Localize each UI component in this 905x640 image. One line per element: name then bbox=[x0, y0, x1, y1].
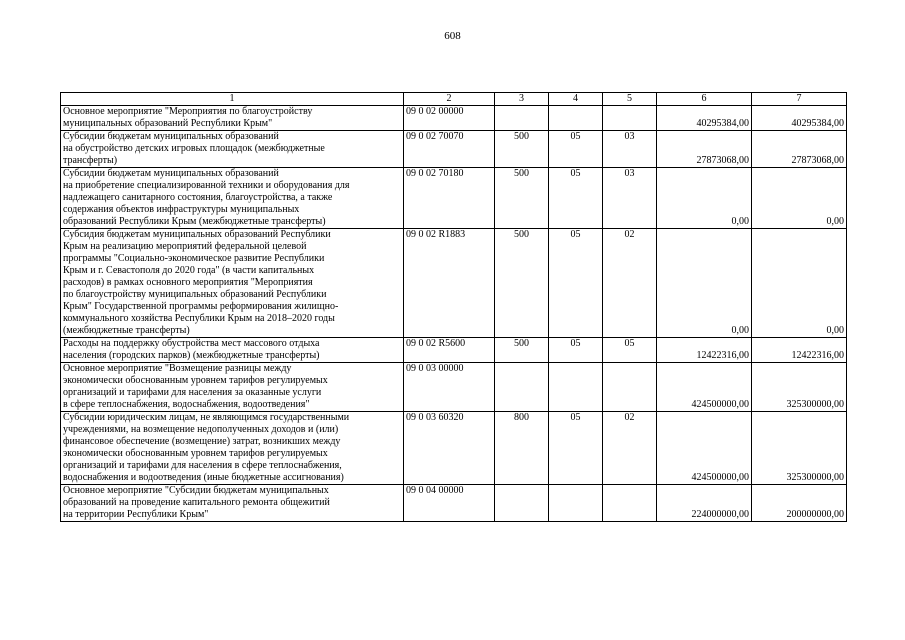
row-section: 05 bbox=[549, 131, 603, 168]
table-row bbox=[61, 229, 847, 338]
table-row bbox=[61, 131, 847, 168]
row-amount-year-2: 325300000,00 bbox=[752, 412, 847, 485]
row-description: Расходы на поддержку обустройства мест массового отдыха населения (городских парков) (межбюджетные трансферты) bbox=[61, 338, 404, 363]
row-subsection: 02 bbox=[603, 229, 657, 338]
row-target-code: 09 0 03 60320 bbox=[404, 412, 495, 485]
column-header-2: 2 bbox=[404, 93, 495, 106]
row-expense-type bbox=[495, 485, 549, 522]
row-expense-type bbox=[495, 363, 549, 412]
row-amount-year-1: 0,00 bbox=[657, 229, 752, 338]
row-section: 05 bbox=[549, 338, 603, 363]
row-description: Субсидия бюджетам муниципальных образований Республики Крым на реализацию мероприятий федеральной целевой программы "Социально-экономическое развитие Республики Крым и г. Севастополя до 2020 года" (в части капитальных расходов) в рамках основного мероприятия "Мероприятия по благоустройству муниципальных образований Республики Крым" Государственной программы реформирования жилищно- коммунального хозяйства Республики Крым на 2018–2020 годы (межбюджетные трансферты) bbox=[61, 229, 404, 338]
row-amount-year-1: 424500000,00 bbox=[657, 363, 752, 412]
row-description: Основное мероприятие "Мероприятия по благоустройству муниципальных образований Республики Крым" bbox=[61, 106, 404, 131]
row-expense-type: 500 bbox=[495, 168, 549, 229]
row-section bbox=[549, 363, 603, 412]
row-description: Субсидии бюджетам муниципальных образований на приобретение специализированной техники и оборудования для надлежащего санитарного состояния, благоустройства, а также содержания объектов инфраструктуры муниципальных образований Республики Крым (межбюджетные трансферты) bbox=[61, 168, 404, 229]
column-header-3: 3 bbox=[495, 93, 549, 106]
row-target-code: 09 0 02 70070 bbox=[404, 131, 495, 168]
row-section: 05 bbox=[549, 229, 603, 338]
row-subsection bbox=[603, 106, 657, 131]
row-description: Субсидии бюджетам муниципальных образований на обустройство детских игровых площадок (межбюджетные трансферты) bbox=[61, 131, 404, 168]
row-amount-year-2: 12422316,00 bbox=[752, 338, 847, 363]
row-description: Субсидии юридическим лицам, не являющимся государственными учреждениями, на возмещение недополученных доходов и (или) финансовое обеспечение (возмещение) затрат, возникших между экономически обоснованным уровнем тарифов регулируемых организаций и тарифами для населения в сфере теплоснабжения, водоснабжения и водоотведения (иные бюджетные ассигнования) bbox=[61, 412, 404, 485]
row-amount-year-1: 12422316,00 bbox=[657, 338, 752, 363]
column-header-1: 1 bbox=[61, 93, 404, 106]
row-target-code: 09 0 02 R1883 bbox=[404, 229, 495, 338]
row-amount-year-2: 40295384,00 bbox=[752, 106, 847, 131]
row-expense-type: 500 bbox=[495, 229, 549, 338]
row-target-code: 09 0 02 70180 bbox=[404, 168, 495, 229]
row-section: 05 bbox=[549, 412, 603, 485]
row-amount-year-2: 0,00 bbox=[752, 168, 847, 229]
row-amount-year-1: 424500000,00 bbox=[657, 412, 752, 485]
row-subsection bbox=[603, 485, 657, 522]
row-expense-type bbox=[495, 106, 549, 131]
row-amount-year-1: 40295384,00 bbox=[657, 106, 752, 131]
table-row bbox=[61, 338, 847, 363]
row-section bbox=[549, 485, 603, 522]
table-row bbox=[61, 106, 847, 131]
row-description: Основное мероприятие "Возмещение разницы между экономически обоснованным уровнем тарифов регулируемых организаций и тарифами для населения за оказанные услуги в сфере теплоснабжения, водоснабжения, водоотведения" bbox=[61, 363, 404, 412]
row-section: 05 bbox=[549, 168, 603, 229]
row-subsection: 03 bbox=[603, 168, 657, 229]
column-header-7: 7 bbox=[752, 93, 847, 106]
table-row bbox=[61, 485, 847, 522]
row-subsection: 03 bbox=[603, 131, 657, 168]
row-expense-type: 500 bbox=[495, 131, 549, 168]
table-row bbox=[61, 363, 847, 412]
row-target-code: 09 0 02 00000 bbox=[404, 106, 495, 131]
row-description: Основное мероприятие "Субсидии бюджетам муниципальных образований на проведение капитального ремонта общежитий на территории Республики Крым" bbox=[61, 485, 404, 522]
row-section bbox=[549, 106, 603, 131]
row-amount-year-1: 0,00 bbox=[657, 168, 752, 229]
column-number-row bbox=[61, 93, 847, 106]
table-row bbox=[61, 412, 847, 485]
row-amount-year-1: 27873068,00 bbox=[657, 131, 752, 168]
row-amount-year-2: 200000000,00 bbox=[752, 485, 847, 522]
row-target-code: 09 0 03 00000 bbox=[404, 363, 495, 412]
row-amount-year-2: 325300000,00 bbox=[752, 363, 847, 412]
column-header-5: 5 bbox=[603, 93, 657, 106]
column-header-6: 6 bbox=[657, 93, 752, 106]
row-expense-type: 800 bbox=[495, 412, 549, 485]
row-subsection: 05 bbox=[603, 338, 657, 363]
budget-table bbox=[60, 92, 847, 522]
row-expense-type: 500 bbox=[495, 338, 549, 363]
row-target-code: 09 0 04 00000 bbox=[404, 485, 495, 522]
row-amount-year-2: 27873068,00 bbox=[752, 131, 847, 168]
table-row bbox=[61, 168, 847, 229]
row-amount-year-1: 224000000,00 bbox=[657, 485, 752, 522]
row-subsection: 02 bbox=[603, 412, 657, 485]
column-header-4: 4 bbox=[549, 93, 603, 106]
row-subsection bbox=[603, 363, 657, 412]
row-target-code: 09 0 02 R5600 bbox=[404, 338, 495, 363]
row-amount-year-2: 0,00 bbox=[752, 229, 847, 338]
page-number: 608 bbox=[444, 30, 461, 42]
